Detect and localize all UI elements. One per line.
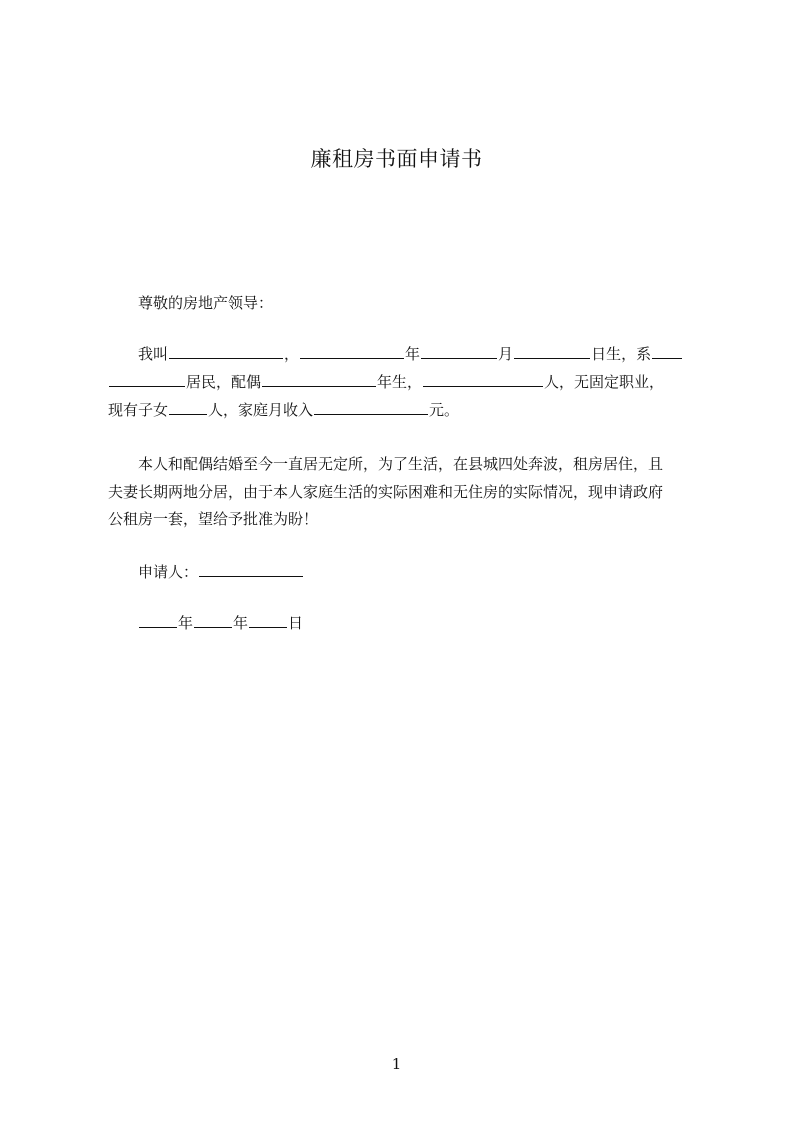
text-segment: 年: [405, 345, 421, 363]
spouse-origin-blank[interactable]: [423, 371, 543, 387]
date-line: [138, 609, 738, 637]
paragraph2-line3: 公租房一套，望给予批准为盼！: [108, 510, 319, 528]
document-title: 廉租房书面申请书: [310, 147, 483, 171]
salutation: 尊敬的房地产领导：: [138, 294, 274, 312]
text-segment: 日生，系: [591, 345, 652, 363]
date-year-label: 年: [178, 614, 194, 632]
birth-month-blank[interactable]: [421, 343, 497, 359]
date-day-label: 日: [288, 614, 304, 632]
paragraph2-line1: 本人和配偶结婚至今一直居无定所，为了生活，在县城四处奔波，租房居住，且: [138, 455, 664, 473]
monthly-income-blank[interactable]: [314, 399, 428, 415]
text-segment: ，: [284, 345, 300, 363]
date-day-blank[interactable]: [249, 612, 287, 628]
date-month-blank[interactable]: [194, 612, 232, 628]
text-segment: 元。: [429, 401, 460, 419]
text-segment: 我叫: [138, 345, 169, 363]
residence-blank[interactable]: [652, 343, 682, 359]
spouse-blank[interactable]: [262, 371, 376, 387]
applicant-label: 申请人：: [138, 563, 199, 581]
date-month-label: 年: [233, 614, 249, 632]
page-number: 1: [391, 1055, 402, 1073]
paragraph1-line1: [138, 340, 738, 368]
paragraph2-line2: 夫妻长期两地分居，由于本人家庭生活的实际困难和无住房的实际情况，现申请政府: [108, 483, 664, 501]
text-segment: 月: [498, 345, 514, 363]
birth-day-blank[interactable]: [514, 343, 590, 359]
text-segment: 现有子女: [108, 401, 169, 419]
paragraph1-line2: [108, 368, 708, 396]
date-year-blank[interactable]: [139, 612, 177, 628]
children-count-blank[interactable]: [169, 399, 207, 415]
text-segment: 年生，: [377, 373, 423, 391]
text-segment: 人，家庭月收入: [208, 401, 314, 419]
text-segment: 居民，配偶: [186, 373, 262, 391]
residence-blank-continued[interactable]: [109, 371, 185, 387]
birth-year-blank[interactable]: [300, 343, 404, 359]
paragraph1-line3: [108, 396, 708, 424]
applicant-line: [138, 558, 738, 586]
name-blank[interactable]: [169, 343, 283, 359]
applicant-signature-blank[interactable]: [199, 561, 303, 577]
text-segment: 人，无固定职业，: [544, 373, 665, 391]
